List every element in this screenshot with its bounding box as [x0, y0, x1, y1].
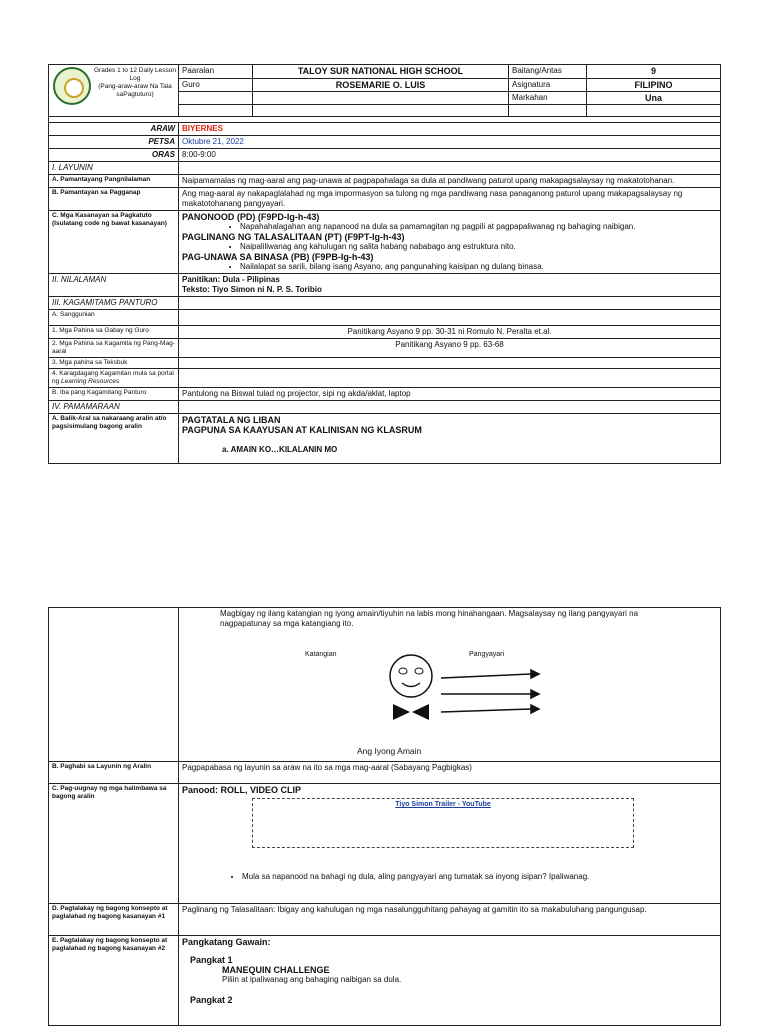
panood-text: Panood: ROLL, VIDEO CLIP: [182, 785, 301, 795]
pangkat-2-label: Pangkat 2: [190, 995, 233, 1005]
mag-aaral-value: Panitikang Asyano 9 pp. 63-68: [179, 339, 721, 358]
bowtie-icon: [393, 704, 429, 720]
logo-subtitle: (Pang-araw-araw Na Tala saPagtuturo): [98, 83, 172, 98]
kagamitan-heading: III. KAGAMITAMG PANTURO: [49, 297, 179, 310]
header-logo-cell: [49, 65, 179, 117]
paghabi-value: Pagpapabasa ng layunin sa araw na ito sa mga mag-aaral (Sabayang Pagbigkas): [179, 762, 721, 784]
tiyo-simon-trailer-link[interactable]: Tiyo Simon Trailer - YouTube: [395, 801, 491, 808]
paghabi-label: B. Paghabi sa Layunin ng Aralin: [49, 762, 179, 784]
araw-value: BIYERNES: [179, 123, 721, 136]
paaralan-value: TALOY SUR NATIONAL HIGH SCHOOL: [253, 65, 509, 79]
pagtatala-text: PAGTATALA NG LIBAN: [182, 415, 281, 425]
amain-illustration: [375, 646, 555, 720]
pb-title: PAG-UNAWA SA BINASA (PB) (F9PB-Ig-h-43): [182, 252, 374, 262]
lesson-log-table-page2: [48, 607, 721, 1026]
kasanayan-cell: [179, 211, 721, 274]
guro-label: Guro: [179, 79, 253, 92]
pangkat-1-desc: Piliin at ipaliwanag ang bahaging naibigan sa dula.: [222, 975, 402, 984]
balik-aral-cell: [179, 414, 721, 464]
pangkatang-gawain-title: Pangkatang Gawain:: [182, 937, 271, 947]
mag-aaral-label: 2. Mga Pahina sa Kagamita ng Pang-Mag-aaral: [49, 339, 179, 358]
pd-title: PANONOOD (PD) (F9PD-Ig-h-43): [182, 212, 320, 222]
amain-caption: Ang Iyong Amain: [357, 746, 422, 756]
pangkat-1-label: Pangkat 1: [190, 955, 233, 965]
pt-item: • Naipaliliwanag ang kahulugan ng salita habang nababago ang estruktura nito.: [240, 242, 717, 252]
pag-uugnay-cell: [179, 784, 721, 904]
pamantayan-pagganap-value: Ang mag-aaral ay nakapaglalahad ng mga impormasyon sa tulong ng mga pandiwang nasa panaganong paturol upang makapagsalaysay ng makatotohanang pangyayari.: [179, 188, 721, 211]
pamantayang-pangnilalaman-value: Naipamamalas ng mag-aaral ang pag-unawa at pagpapahalaga sa dula at pandiwang paturol upang makapagsalaysay ng makatotohanan.: [179, 175, 721, 188]
amain-instruction: Magbigay ng ilang katangian ng iyong amain/tiyuhin na labis mong hinahangaan. Magsalaysay ng ilang pangyayari na nagpapatunay sa mga katangiang ito.: [220, 609, 639, 628]
petsa-value: Oktubre 21, 2022: [179, 136, 721, 149]
lesson-log-table-page1: [48, 64, 721, 464]
video-link-box[interactable]: [252, 798, 634, 848]
panitikan-text: Panitikan: Dula - Pilipinas: [182, 275, 280, 284]
pag-uugnay-label: C. Pag-uugnay ng mga halimbawa sa bagong aralin: [49, 784, 179, 904]
guro-value: ROSEMARIE O. LUIS: [253, 79, 509, 92]
baitang-label: Baitang/Antas: [509, 65, 587, 79]
oras-value: 8:00-9:00: [179, 149, 721, 162]
learning-resources-label: 4. Karagdagang Kagamitan mula sa portal ng Learning Resources: [49, 369, 179, 388]
pagtalakay-2-label: E. Pagtalakay ng bagong konsepto at paglalahad ng bagong kasanayan #2: [49, 936, 179, 1026]
pamantayang-pangnilalaman-label: A. Pamantayang Pangnilalaman: [49, 175, 179, 188]
amain-ko-item: a. AMAIN KO…KILALANIN MO: [222, 445, 338, 454]
pagtalakay-1-label: D. Pagtalakay ng bagong konsepto at paglalahad ng bagong kasanayan #1: [49, 904, 179, 936]
paaralan-label: Paaralan: [179, 65, 253, 79]
araw-label: ARAW: [49, 123, 179, 136]
iba-kagamitan-value: Pantulong na Biswal tulad ng projector, sipi ng akda/aklat, laptop: [179, 388, 721, 401]
petsa-label: PETSA: [49, 136, 179, 149]
arrows-icon: [441, 670, 539, 713]
pag-uugnay-bullet: • Mula sa napanood na bahagi ng dula, aling pangyayari ang tumatak sa inyong isipan? Ipaliwanag.: [242, 872, 717, 882]
pangkat-1-title: MANEQUIN CHALLENGE: [222, 965, 330, 975]
asignatura-label: Asignatura: [509, 79, 587, 92]
pagtalakay-2-cell: [179, 936, 721, 1026]
gabay-guro-label: 1. Mga Pahina sa Gabay ng Guro: [49, 326, 179, 339]
asignatura-value: FILIPINO: [587, 79, 721, 92]
sanggunian-label: A. Sanggunian: [49, 310, 179, 326]
pamantayan-pagganap-label: B. Pamantayan sa Pagganap: [49, 188, 179, 211]
teksto-text: Teksto: Tiyo Simon ni N. P. S. Toribio: [182, 285, 322, 294]
pagtalakay-1-value: Paglinang ng Talasalitaan: Ibigay ang kahulugan ng mga nasalungguhitang pahayag at gamitin ito sa makabuluhang pangungusap.: [179, 904, 721, 936]
logo-title: Grades 1 to 12 Daily Lesson Log: [93, 67, 177, 82]
baitang-value: 9: [587, 65, 721, 79]
school-seal-logo: [53, 67, 91, 105]
pagpuna-text: PAGPUNA SA KAAYUSAN AT KALINISAN NG KLASRUM: [182, 425, 422, 435]
smiley-face-icon: [390, 655, 432, 697]
markahan-label: Markahan: [509, 92, 587, 105]
pangyayari-label: Pangyayari: [469, 651, 505, 658]
gabay-guro-value: Panitikang Asyano 9 pp. 30-31 ni Romulo N. Peralta et.al.: [179, 326, 721, 339]
pamamaraan-heading: IV. PAMAMARAAN: [49, 401, 179, 414]
kasanayan-label: C. Mga Kasanayan sa Pagkatuto (Isulatang code ng bawat kasanayan): [49, 211, 179, 274]
pd-item: • Napahahalagahan ang napanood na dula sa pamamagitan ng pagpili at pagpapaliwanag ng bahaging naibigan.: [240, 222, 717, 232]
katangian-label: Katangian: [305, 651, 337, 658]
pb-item: • Nailalapat sa sarili, bilang isang Asyano, ang pangunahing kaisipan ng dulang binasa.: [240, 262, 717, 272]
nilalaman-heading: II. NILALAMAN: [49, 274, 179, 297]
pt-title: PAGLINANG NG TALASALITAAN (PT) (F9PT-Ig-h-43): [182, 232, 405, 242]
iba-kagamitan-label: B. Iba pang Kagamitang Panturo: [49, 388, 179, 401]
layunin-heading: I. LAYUNIN: [49, 162, 179, 175]
markahan-value: Una: [587, 92, 721, 105]
balik-aral-label: A. Balik-Aral sa nakaraang aralin at/o pagsisimulang bagong aralin: [49, 414, 179, 464]
teksbuk-label: 3. Mga pahina sa Teksbuk: [49, 358, 179, 369]
amain-activity-cell: [179, 608, 721, 762]
oras-label: ORAS: [49, 149, 179, 162]
